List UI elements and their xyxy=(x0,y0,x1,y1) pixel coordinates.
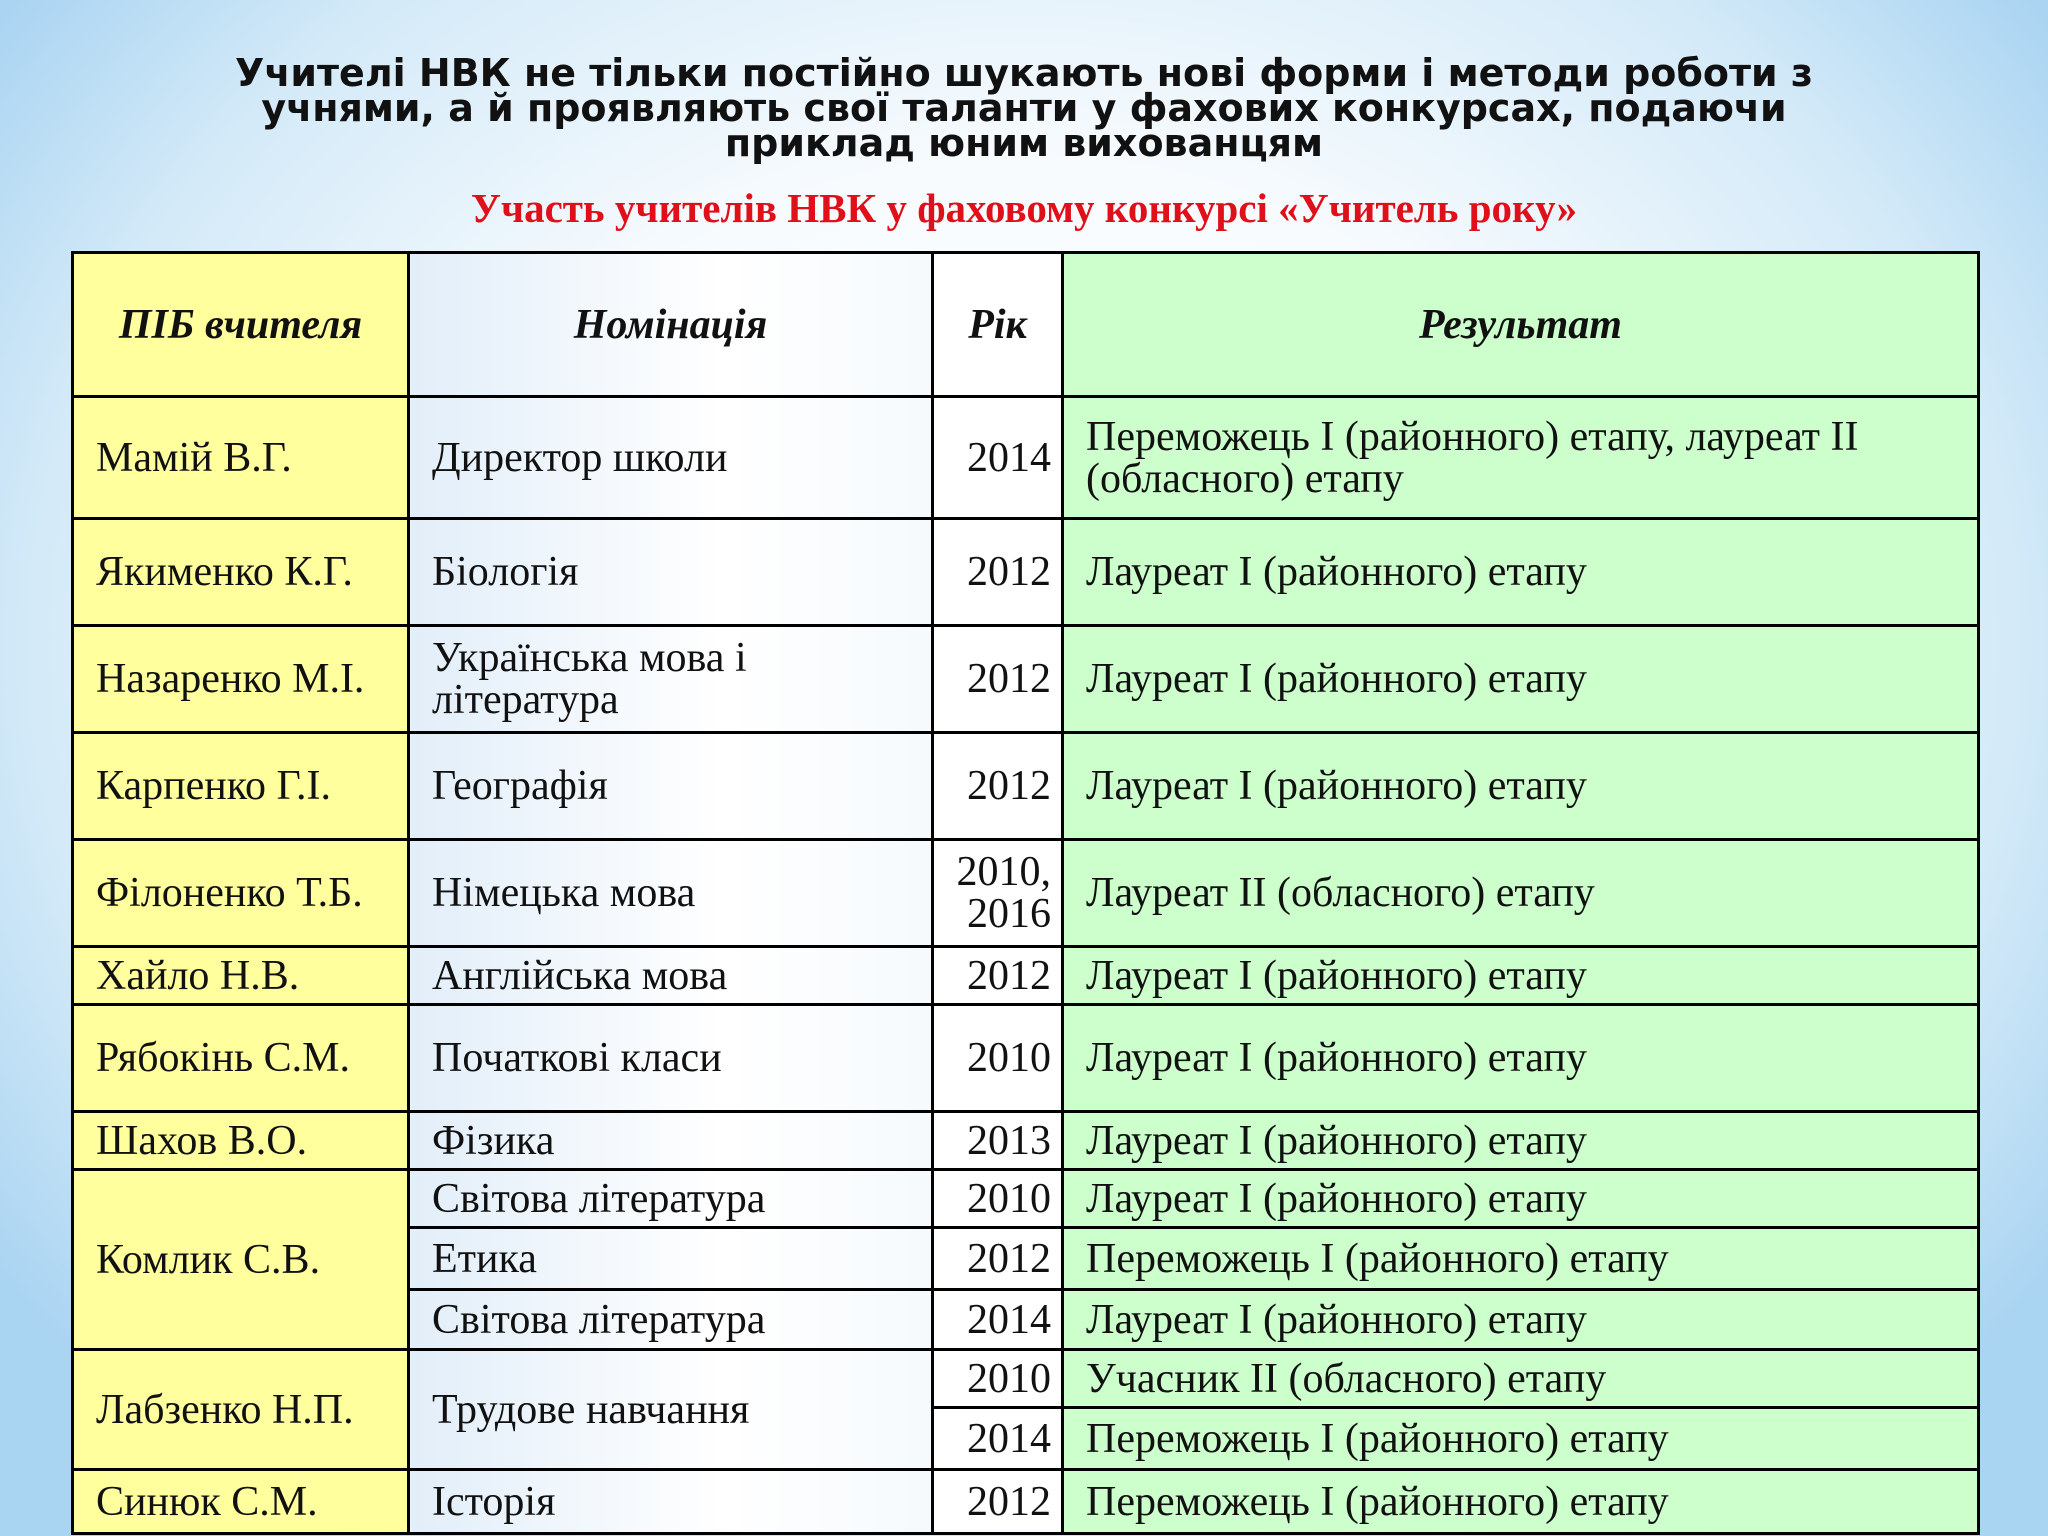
table-row xyxy=(73,1350,1979,1408)
cell-result: Учасник ІІ (обласного) етапу xyxy=(1063,1350,1979,1408)
cell-result: Переможець І (районного) етапу xyxy=(1063,1408,1979,1470)
cell-result: Лауреат І (районного) етапу xyxy=(1063,947,1979,1005)
contest-results-table xyxy=(71,251,1980,1535)
table-subtitle: Участь учителів НВК у фаховому конкурсі «Учитель року» xyxy=(470,185,1578,231)
cell-result: Переможець І (районного) етапу, лауреат ІІ (обласного) етапу xyxy=(1063,397,1979,519)
page-heading xyxy=(100,51,1948,165)
cell-nomination: Німецька мова xyxy=(409,840,933,947)
cell-year: 2012 xyxy=(933,626,1063,733)
table-row xyxy=(73,840,1979,947)
cell-nomination: Географія xyxy=(409,733,933,840)
cell-nomination: Світова література xyxy=(409,1290,933,1350)
cell-nomination: Історія xyxy=(409,1470,933,1534)
cell-name: Мамій В.Г. xyxy=(73,397,409,519)
table-row xyxy=(73,626,1979,733)
cell-result: Лауреат І (районного) етапу xyxy=(1063,1170,1979,1228)
cell-nomination: Етика xyxy=(409,1228,933,1290)
cell-year: 2010 xyxy=(933,1350,1063,1408)
cell-year: 2014 xyxy=(933,1290,1063,1350)
cell-nomination: Директор школи xyxy=(409,397,933,519)
cell-name: Рябокінь С.М. xyxy=(73,1005,409,1112)
cell-nomination: Початкові класи xyxy=(409,1005,933,1112)
table-row xyxy=(73,733,1979,840)
heading-line-1: Учителі НВК не тільки постійно шукають нові форми і методи роботи з xyxy=(235,51,1813,95)
cell-year: 2012 xyxy=(933,1228,1063,1290)
header-nomination: Номінація xyxy=(409,253,933,397)
cell-name: Якименко К.Г. xyxy=(73,519,409,626)
table-row xyxy=(73,1470,1979,1534)
cell-result: Лауреат І (районного) етапу xyxy=(1063,733,1979,840)
table-row xyxy=(73,519,1979,626)
cell-result: Лауреат І (районного) етапу xyxy=(1063,519,1979,626)
cell-name: Назаренко М.І. xyxy=(73,626,409,733)
cell-result: Переможець І (районного) етапу xyxy=(1063,1470,1979,1534)
table-row xyxy=(73,1005,1979,1112)
cell-year: 2012 xyxy=(933,733,1063,840)
cell-year: 2014 xyxy=(933,397,1063,519)
table-header-row xyxy=(73,253,1979,397)
cell-result: Лауреат ІІ (обласного) етапу xyxy=(1063,840,1979,947)
cell-year: 2013 xyxy=(933,1112,1063,1170)
cell-nomination: Трудове навчання xyxy=(409,1350,933,1470)
table-row xyxy=(73,1170,1979,1228)
header-result: Результат xyxy=(1063,253,1979,397)
cell-name: Синюк С.М. xyxy=(73,1470,409,1534)
cell-name: Карпенко Г.І. xyxy=(73,733,409,840)
header-name: ПІБ вчителя xyxy=(73,253,409,397)
cell-nomination: Світова література xyxy=(409,1170,933,1228)
cell-name: Лабзенко Н.П. xyxy=(73,1350,409,1470)
cell-year: 2010 xyxy=(933,1005,1063,1112)
cell-result: Лауреат І (районного) етапу xyxy=(1063,1005,1979,1112)
heading-line-2: учнями, а й проявляють свої таланти у фахових конкурсах, подаючи xyxy=(261,86,1787,130)
cell-name: Хайло Н.В. xyxy=(73,947,409,1005)
cell-result: Лауреат І (районного) етапу xyxy=(1063,626,1979,733)
cell-name: Комлик С.В. xyxy=(73,1170,409,1350)
table-row xyxy=(73,397,1979,519)
cell-nomination: Фізика xyxy=(409,1112,933,1170)
cell-result: Лауреат І (районного) етапу xyxy=(1063,1112,1979,1170)
heading-line-3: приклад юним вихованцям xyxy=(724,121,1324,165)
cell-result: Переможець І (районного) етапу xyxy=(1063,1228,1979,1290)
cell-year: 2014 xyxy=(933,1408,1063,1470)
cell-result: Лауреат І (районного) етапу xyxy=(1063,1290,1979,1350)
header-year: Рік xyxy=(933,253,1063,397)
cell-year: 2010, 2016 xyxy=(933,840,1063,947)
cell-year: 2012 xyxy=(933,947,1063,1005)
cell-name: Філоненко Т.Б. xyxy=(73,840,409,947)
cell-nomination: Англійська мова xyxy=(409,947,933,1005)
cell-year: 2010 xyxy=(933,1170,1063,1228)
table-row xyxy=(73,1112,1979,1170)
table-row xyxy=(73,947,1979,1005)
cell-year: 2012 xyxy=(933,1470,1063,1534)
cell-nomination: Біологія xyxy=(409,519,933,626)
cell-nomination: Українська мова і література xyxy=(409,626,933,733)
cell-name: Шахов В.О. xyxy=(73,1112,409,1170)
cell-year: 2012 xyxy=(933,519,1063,626)
